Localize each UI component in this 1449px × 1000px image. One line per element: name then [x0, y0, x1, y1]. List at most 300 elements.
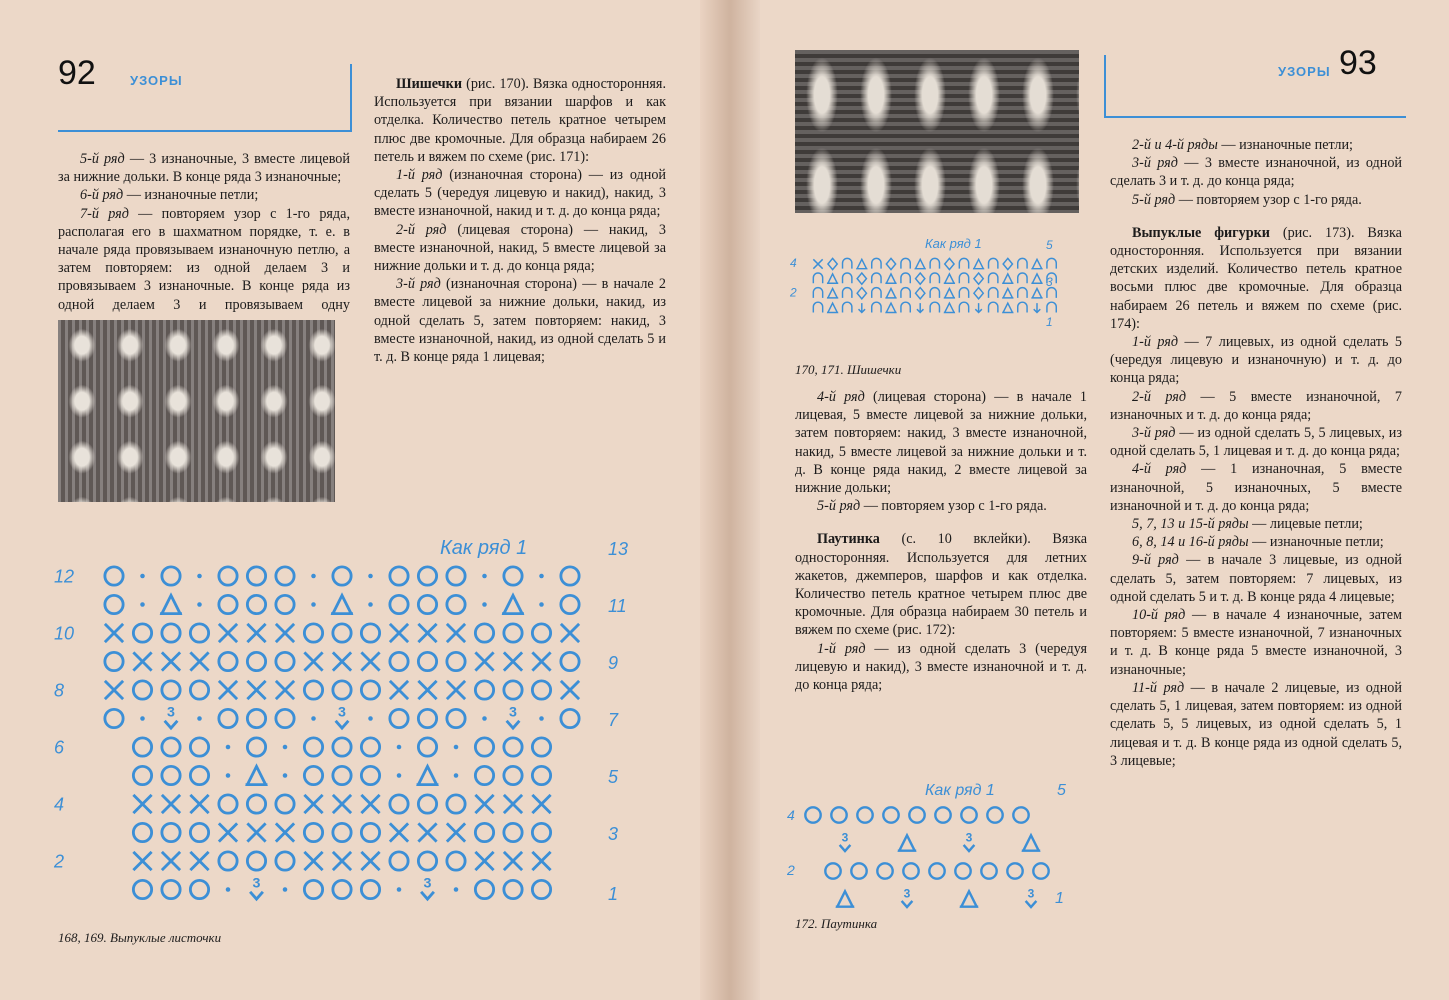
stitch-knit-circle	[333, 567, 351, 585]
stitch-diamond	[857, 273, 866, 284]
stitch-cross	[276, 823, 294, 841]
stitch-knit-circle	[304, 880, 322, 898]
stitch-cross	[333, 652, 351, 670]
stitch-dot	[539, 574, 544, 579]
stitch-knit-circle	[162, 681, 180, 699]
stitch-dot	[482, 602, 487, 607]
stitch-arch	[843, 273, 852, 283]
stitch-knit-circle	[190, 766, 208, 784]
stitch-dot	[140, 574, 145, 579]
stitch-cross	[390, 681, 408, 699]
right-page-number: 93	[1339, 44, 1377, 82]
stitch-knit-circle	[475, 823, 493, 841]
stitch-cross	[532, 652, 550, 670]
stitch-knit-circle	[276, 595, 294, 613]
stitch-arrow	[917, 303, 924, 312]
paragraph: Выпуклые фигурки (рис. 173). Вязка односторонняя. Используется при вязании детских изделий. Количество петель кратное восьми плюс две кромочные. Для образца набираем 26 петель и вяжем по схеме (рис. 174):	[1110, 224, 1402, 332]
stitch-cross	[361, 795, 379, 813]
stitch-knit-circle	[361, 766, 379, 784]
paragraph: 4-й ряд — 1 изнаночная, 5 вместе изнаночной, 5 изнаночных, 5 вместе изнаночной и т. д. до конца ряда;	[1110, 461, 1402, 514]
stitch-cross	[390, 823, 408, 841]
stitch-dot	[482, 716, 487, 721]
stitch-knit-circle	[304, 823, 322, 841]
row-number: 10	[54, 623, 75, 644]
row-number: 1	[1046, 315, 1053, 329]
stitch-cross	[475, 852, 493, 870]
stitch-knit-circle	[162, 567, 180, 585]
stitch-three-arrow	[421, 876, 434, 899]
stitch-dot	[539, 602, 544, 607]
stitch-dot	[368, 602, 373, 607]
stitch-knit-circle	[390, 595, 408, 613]
stitch-triangle	[1031, 289, 1042, 298]
stitch-knit-circle	[133, 624, 151, 642]
stitch-arch	[959, 302, 968, 312]
paragraph: Паутинка (с. 10 вклейки). Вязка односторонняя. Используется для летних жакетов, джемперов, шарфов и как отделка. Количество петель кратное четырем плюс две кромочные. Для образца набираем 30 петель и вяжем по схеме (рис. 172):	[795, 531, 1087, 639]
stitch-cross	[247, 681, 265, 699]
stitch-knit-circle	[162, 823, 180, 841]
stitch-cross	[475, 652, 493, 670]
stitch-arrow	[859, 303, 866, 312]
stitch-arch	[1018, 258, 1027, 268]
stitch-cross	[162, 852, 180, 870]
stitch-dot	[311, 602, 316, 607]
stitch-arch	[901, 273, 910, 283]
stitch-knit-circle	[504, 624, 522, 642]
svg-text:3: 3	[423, 875, 432, 892]
right-header-rule-v	[1104, 55, 1106, 117]
stitch-knit-circle	[504, 823, 522, 841]
stitch-knit-circle	[987, 807, 1002, 822]
stitch-knit-circle	[561, 709, 579, 727]
stitch-arch	[872, 302, 881, 312]
stitch-cross	[361, 652, 379, 670]
stitch-knit-circle	[390, 567, 408, 585]
row-number: 3	[608, 824, 619, 844]
row-number: 2	[54, 851, 65, 872]
stitch-arrow	[1034, 303, 1041, 312]
stitch-cross	[504, 852, 522, 870]
stitch-arch	[989, 288, 998, 298]
stitch-knit-circle	[390, 709, 408, 727]
stitch-dot	[226, 887, 231, 892]
paragraph: 5-й ряд — 3 изнаночные, 3 вместе лицевой за нижние дольки. В конце ряда 3 изнаночные;	[58, 151, 350, 186]
stitch-knit-circle	[105, 652, 123, 670]
stitch-dot	[368, 716, 373, 721]
stitch-knit-circle	[133, 823, 151, 841]
stitch-knit-circle	[561, 652, 579, 670]
chart-top-label: Как ряд 1	[925, 782, 995, 799]
stitch-knit-circle	[162, 766, 180, 784]
svg-text:3: 3	[965, 830, 973, 845]
stitch-dot	[140, 602, 145, 607]
stitch-three-arrow	[165, 705, 178, 728]
row-number: 1	[1055, 890, 1064, 907]
stitch-knit-circle	[883, 807, 898, 822]
stitch-dot	[226, 745, 231, 750]
stitch-knit-circle	[504, 738, 522, 756]
svg-text:3: 3	[509, 704, 517, 721]
stitch-knit-circle	[276, 709, 294, 727]
stitch-dot	[397, 887, 402, 892]
svg-text:3: 3	[903, 886, 911, 901]
stitch-triangle	[973, 259, 984, 268]
stitch-arch	[989, 302, 998, 312]
stitch-knit-circle	[955, 863, 970, 878]
caption-right-1: 170, 171. Шишечки	[795, 362, 902, 377]
stitch-cross	[418, 624, 436, 642]
stitch-arch	[813, 302, 822, 312]
paragraph: 2-й и 4-й ряды — изнаночные петли;	[1132, 137, 1354, 153]
paragraph: 9-й ряд — в начале 3 лицевые, из одной сделать 5, затем повторяем: 7 лицевых, из одной сделать 5 и т. д. В конце ряда 4 лицевые;	[1110, 552, 1402, 605]
right-column-2	[1110, 136, 1402, 770]
stitch-triangle	[944, 303, 955, 312]
stitch-knit-circle	[418, 738, 436, 756]
stitch-triangle	[1002, 303, 1013, 312]
stitch-knit-circle	[1007, 863, 1022, 878]
stitch-triangle	[827, 289, 838, 298]
stitch-knit-circle	[276, 567, 294, 585]
stitch-cross	[276, 624, 294, 642]
stitch-knit-circle	[475, 681, 493, 699]
left-column-2	[374, 60, 666, 366]
left-header-rule-v	[350, 64, 352, 132]
right-header-label: УЗОРЫ	[1278, 64, 1331, 79]
stitch-knit-circle	[475, 738, 493, 756]
stitch-knit-circle	[390, 652, 408, 670]
stitch-cross	[813, 259, 822, 268]
stitch-knit-circle	[418, 567, 436, 585]
stitch-arch	[930, 273, 939, 283]
stitch-diamond	[1003, 258, 1012, 269]
right-header-rule-h	[1104, 116, 1406, 118]
stitch-dot	[197, 602, 202, 607]
row-number: 7	[608, 710, 619, 730]
stitch-triangle	[915, 259, 926, 268]
stitch-diamond	[916, 288, 925, 299]
stitch-triangle	[856, 259, 867, 268]
stitch-diamond	[886, 258, 895, 269]
stitch-triangle	[1031, 274, 1042, 283]
stitch-arch	[813, 288, 822, 298]
stitch-knit-circle	[961, 807, 976, 822]
stitch-cross	[504, 652, 522, 670]
stitch-knit-circle	[219, 567, 237, 585]
stitch-knit-circle	[247, 852, 265, 870]
stitch-knit-circle	[825, 863, 840, 878]
stitch-knit-circle	[190, 880, 208, 898]
stitch-triangle	[944, 274, 955, 283]
stitch-knit-circle	[247, 652, 265, 670]
paragraph: 5, 7, 13 и 15-й ряды — лицевые петли;	[1132, 516, 1363, 533]
stitch-knit-circle	[219, 795, 237, 813]
stitch-cross	[247, 823, 265, 841]
stitch-arch	[843, 288, 852, 298]
stitch-knit-circle	[105, 595, 123, 613]
stitch-arch	[930, 258, 939, 268]
paragraph: 3-й ряд (изнаночная сторона) — в начале 2 вместе лицевой за нижние дольки, накид, из одной сделать 5, затем повторяем: накид, 3 вместе изнаночной, накид, из одной сделать 5 и т. д. В конце ряда 1 лицевая;	[374, 276, 667, 366]
stitch-arch	[901, 288, 910, 298]
stitch-knit-circle	[333, 681, 351, 699]
stitch-dot	[539, 716, 544, 721]
stitch-knit-circle	[504, 766, 522, 784]
stitch-dot	[454, 773, 459, 778]
stitch-arch	[930, 288, 939, 298]
stitch-knit-circle	[805, 807, 820, 822]
stitch-knit-circle	[418, 709, 436, 727]
paragraph: 1-й ряд (изнаночная сторона) — из одной сделать 5 (чередуя лицевую и накид), накид, 3 вместе изнаночной, накид и т. д. до конца ряда;	[374, 167, 667, 220]
stitch-diamond	[974, 273, 983, 284]
stitch-knit-circle	[1013, 807, 1028, 822]
stitch-cross	[447, 823, 465, 841]
stitch-knit-circle	[219, 852, 237, 870]
chart-shishechki	[790, 232, 1090, 342]
svg-text:3: 3	[841, 830, 849, 845]
stitch-cross	[418, 823, 436, 841]
stitch-knit-circle	[361, 624, 379, 642]
chart-top-label: Как ряд 1	[440, 537, 528, 559]
stitch-triangle	[827, 274, 838, 283]
stitch-cross	[133, 852, 151, 870]
left-page-number: 92	[58, 54, 96, 92]
chart-vypuklye-listochki	[40, 528, 660, 918]
stitch-triangle	[1022, 835, 1040, 850]
stitch-knit-circle	[133, 681, 151, 699]
stitch-dot	[311, 574, 316, 579]
stitch-cross	[276, 681, 294, 699]
svg-text:3: 3	[338, 704, 346, 721]
stitch-knit-circle	[532, 766, 550, 784]
stitch-knit-circle	[105, 709, 123, 727]
photo-shishechki-sample	[795, 50, 1079, 213]
stitch-knit-circle	[447, 567, 465, 585]
stitch-triangle	[827, 303, 838, 312]
stitch-knit-circle	[333, 880, 351, 898]
stitch-cross	[190, 795, 208, 813]
row-number: 4	[787, 807, 795, 823]
stitch-knit-circle	[219, 652, 237, 670]
paragraph: 2-й ряд — 5 вместе изнаночной, 7 изнаночных и т. д. до конца ряда;	[1110, 388, 1403, 423]
row-number: 5	[1046, 238, 1053, 252]
paragraph: 6, 8, 14 и 16-й ряды — изнаночные петли;	[1132, 534, 1384, 551]
stitch-dot	[397, 745, 402, 750]
paragraph: Шишечки (рис. 170). Вязка односторонняя. Используется при вязании шарфов и как отделка. Количество петель кратное четырем плюс две кромочные. Для образца набираем 26 петель и вяжем по схеме (рис. 171):	[374, 76, 666, 165]
stitch-knit-circle	[162, 624, 180, 642]
stitch-knit-circle	[475, 880, 493, 898]
stitch-triangle	[331, 595, 353, 613]
paragraph: 4-й ряд (лицевая сторона) — в начале 1 лицевая, 5 вместе лицевой за нижние дольки, затем повторяем: накид, 3 вместе изнаночной, накид, 5 вместе лицевой за нижние дольки и т. д. В конце ряда накид, 2 вместе лицевой за нижние дольки;	[795, 389, 1088, 497]
stitch-arch	[959, 273, 968, 283]
stitch-three-arrow	[336, 705, 349, 728]
row-number: 8	[54, 680, 65, 701]
stitch-triangle	[898, 835, 916, 850]
stitch-three-arrow	[902, 886, 913, 907]
stitch-cross	[561, 624, 579, 642]
stitch-knit-circle	[929, 863, 944, 878]
stitch-arch	[843, 258, 852, 268]
stitch-arch	[872, 273, 881, 283]
stitch-arch	[813, 273, 822, 283]
book-spine	[700, 0, 760, 1000]
stitch-dot	[311, 716, 316, 721]
chart-pautinka	[785, 775, 1075, 915]
stitch-knit-circle	[190, 738, 208, 756]
row-number: 5	[1057, 782, 1066, 799]
stitch-knit-circle	[304, 766, 322, 784]
stitch-arch	[959, 288, 968, 298]
stitch-three-arrow	[840, 830, 851, 851]
stitch-triangle	[885, 303, 896, 312]
stitch-knit-circle	[133, 880, 151, 898]
paragraph: 5-й ряд — повторяем узор с 1-го ряда.	[1132, 191, 1362, 208]
stitch-knit-circle	[532, 681, 550, 699]
stitch-cross	[447, 681, 465, 699]
stitch-triangle	[1002, 274, 1013, 283]
stitch-diamond	[828, 258, 837, 269]
stitch-cross	[105, 681, 123, 699]
stitch-triangle	[417, 766, 439, 784]
stitch-cross	[475, 795, 493, 813]
stitch-arch	[989, 258, 998, 268]
svg-text:3: 3	[167, 704, 175, 721]
stitch-knit-circle	[532, 880, 550, 898]
stitch-knit-circle	[247, 709, 265, 727]
stitch-three-arrow	[1026, 886, 1037, 907]
paragraph: 6-й ряд — изнаночные петли;	[80, 187, 259, 204]
stitch-knit-circle	[190, 681, 208, 699]
row-number: 4	[790, 256, 797, 271]
stitch-knit-circle	[504, 880, 522, 898]
stitch-knit-circle	[247, 595, 265, 613]
stitch-knit-circle	[133, 738, 151, 756]
stitch-cross	[219, 823, 237, 841]
stitch-cross	[532, 852, 550, 870]
stitch-knit-circle	[532, 738, 550, 756]
stitch-knit-circle	[851, 863, 866, 878]
stitch-dot	[283, 745, 288, 750]
left-header-label: УЗОРЫ	[130, 73, 183, 88]
stitch-knit-circle	[276, 652, 294, 670]
stitch-dot	[482, 574, 487, 579]
stitch-knit-circle	[532, 823, 550, 841]
stitch-arrow	[975, 303, 982, 312]
stitch-arch	[1047, 302, 1056, 312]
stitch-dot	[197, 574, 202, 579]
stitch-knit-circle	[304, 624, 322, 642]
paragraph: 1-й ряд — 7 лицевых, из одной сделать 5 (чередуя лицевую и изнаночную) и т. д. до конца ряда;	[1110, 334, 1402, 387]
stitch-knit-circle	[475, 624, 493, 642]
stitch-knit-circle	[504, 567, 522, 585]
stitch-dot	[226, 773, 231, 778]
stitch-knit-circle	[447, 595, 465, 613]
stitch-diamond	[974, 288, 983, 299]
stitch-dot	[197, 716, 202, 721]
stitch-cross	[390, 624, 408, 642]
stitch-arch	[901, 302, 910, 312]
stitch-triangle	[944, 289, 955, 298]
stitch-cross	[219, 681, 237, 699]
row-number: 1	[608, 884, 619, 904]
row-number: 2	[790, 285, 797, 300]
row-number: 11	[608, 596, 627, 616]
paragraph: 11-й ряд — в начале 2 лицевые, из одной сделать 5, 1 лицевая, затем повторяем: из одной сделать 5, 5 лицевых, из одной сделать 5, 1 лицевая и т. д. В конце ряда из одной сделать 5, 3 лицевые;	[1110, 679, 1402, 769]
stitch-diamond	[857, 288, 866, 299]
stitch-knit-circle	[219, 709, 237, 727]
stitch-cross	[361, 852, 379, 870]
stitch-dot	[140, 716, 145, 721]
stitch-cross	[532, 795, 550, 813]
stitch-arch	[872, 288, 881, 298]
stitch-knit-circle	[447, 852, 465, 870]
left-header-rule-h	[58, 130, 352, 132]
stitch-knit-circle	[247, 567, 265, 585]
stitch-knit-circle	[418, 852, 436, 870]
stitch-knit-circle	[1033, 863, 1048, 878]
stitch-cross	[304, 652, 322, 670]
stitch-cross	[190, 852, 208, 870]
stitch-knit-circle	[877, 863, 892, 878]
stitch-cross	[504, 795, 522, 813]
stitch-knit-circle	[935, 807, 950, 822]
stitch-knit-circle	[418, 795, 436, 813]
svg-text:3: 3	[252, 875, 261, 892]
paragraph: 2-й ряд (лицевая сторона) — накид, 3 вместе изнаночной, накид, 5 вместе лицевой за нижние дольки и т. д. до конца ряда;	[374, 221, 666, 275]
caption-right-2: 172. Паутинка	[795, 916, 878, 931]
stitch-dot	[397, 773, 402, 778]
stitch-arch	[930, 302, 939, 312]
left-column-1	[58, 150, 350, 332]
stitch-knit-circle	[361, 823, 379, 841]
stitch-cross	[219, 624, 237, 642]
stitch-triangle	[1002, 289, 1013, 298]
row-number: 12	[54, 566, 75, 587]
stitch-diamond	[916, 273, 925, 284]
stitch-knit-circle	[333, 738, 351, 756]
stitch-knit-circle	[247, 738, 265, 756]
stitch-triangle	[836, 891, 854, 906]
paragraph: 3-й ряд — из одной сделать 5, 5 лицевых, из одной сделать 5, 1 лицевая и т. д. до конца ряда;	[1110, 425, 1402, 460]
row-number: 5	[608, 767, 619, 787]
stitch-knit-circle	[447, 652, 465, 670]
stitch-three-arrow	[964, 830, 975, 851]
stitch-knit-circle	[504, 681, 522, 699]
stitch-knit-circle	[903, 863, 918, 878]
stitch-knit-circle	[475, 766, 493, 784]
stitch-cross	[162, 652, 180, 670]
paragraph: 10-й ряд — в начале 4 изнаночные, затем повторяем: 5 вместе изнаночной, 7 изнаночных и т. д. В конце ряда 5 вместе изнаночной, 3 изнаночные;	[1110, 607, 1402, 678]
stitch-knit-circle	[390, 852, 408, 870]
stitch-knit-circle	[333, 823, 351, 841]
stitch-arch	[901, 258, 910, 268]
stitch-knit-circle	[133, 766, 151, 784]
stitch-knit-circle	[361, 738, 379, 756]
stitch-cross	[418, 681, 436, 699]
stitch-knit-circle	[333, 766, 351, 784]
paragraph: 1-й ряд — из одной сделать 3 (чередуя лицевую и накид), 3 вместе изнаночной и т. д. до конца ряда;	[795, 640, 1088, 694]
chart-top-label: Как ряд 1	[925, 236, 982, 251]
row-number: 3	[1046, 275, 1053, 289]
stitch-arch	[989, 273, 998, 283]
stitch-knit-circle	[247, 795, 265, 813]
stitch-three-arrow	[507, 705, 520, 728]
stitch-diamond	[945, 258, 954, 269]
stitch-cross	[190, 652, 208, 670]
stitch-knit-circle	[276, 852, 294, 870]
stitch-knit-circle	[561, 595, 579, 613]
stitch-cross	[333, 852, 351, 870]
stitch-three-arrow	[250, 876, 263, 899]
stitch-knit-circle	[418, 652, 436, 670]
